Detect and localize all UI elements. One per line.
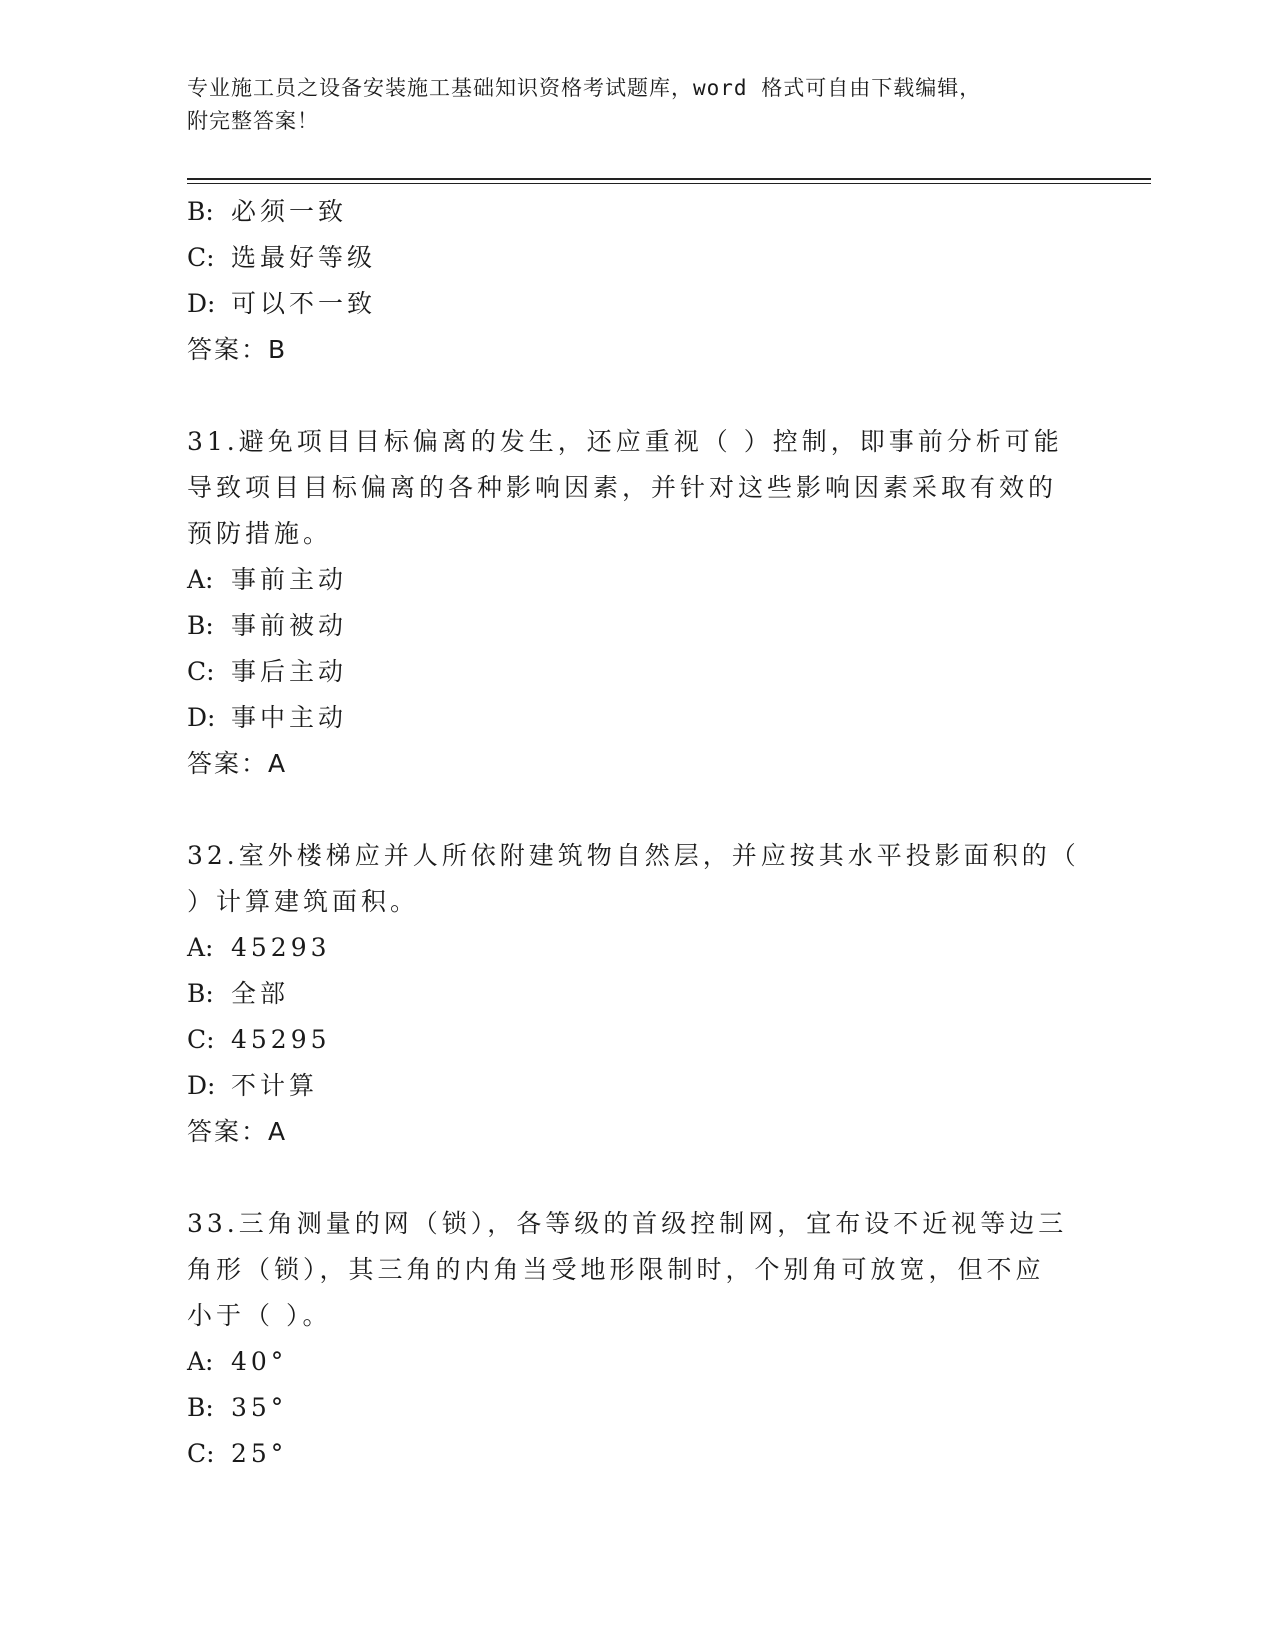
- partial-question: [187, 189, 1077, 373]
- option-letter: C:: [187, 1439, 215, 1468]
- option-d: [187, 1063, 1077, 1109]
- option-text: 事前被动: [231, 611, 348, 640]
- option-letter: B:: [187, 611, 214, 640]
- option-text: 事后主动: [231, 657, 348, 686]
- option-text: 25°: [231, 1439, 288, 1468]
- question-stem-line: 32.室外楼梯应并人所依附建筑物自然层，并应按其水平投影面积的（: [187, 841, 1080, 870]
- option-letter: B:: [187, 197, 214, 226]
- question-stem-line: ）计算建筑面积。: [187, 887, 420, 916]
- option-letter: D:: [187, 703, 216, 732]
- option-text: 必须一致: [231, 197, 348, 226]
- option-text: 选最好等级: [231, 243, 377, 272]
- header-divider-thick: [187, 178, 1151, 180]
- option-d: [187, 695, 1077, 741]
- option-c: [187, 649, 1077, 695]
- option-text: 可以不一致: [231, 289, 377, 318]
- question-stem-line: 导致项目目标偏离的各种影响因素，并针对这些影响因素采取有效的: [187, 473, 1058, 502]
- option-text: 不计算: [231, 1071, 319, 1100]
- option-letter: C:: [187, 657, 215, 686]
- answer-line: 答案：B: [187, 335, 288, 364]
- option-letter: C:: [187, 1025, 215, 1054]
- option-letter: D:: [187, 289, 216, 318]
- option-a: [187, 1339, 1077, 1385]
- question-stem-line: 31.避免项目目标偏离的发生，还应重视（ ）控制，即事前分析可能: [187, 427, 1063, 456]
- option-b: [187, 189, 1077, 235]
- option-d: [187, 281, 1077, 327]
- option-a: [187, 925, 1077, 971]
- option-c: [187, 1017, 1077, 1063]
- option-b: [187, 1385, 1077, 1431]
- question-stem-line: 小于（ ）。: [187, 1301, 332, 1330]
- option-c: [187, 1431, 1077, 1477]
- question-33: [187, 1201, 1077, 1477]
- header-divider-thin: [187, 183, 1151, 184]
- option-b: [187, 971, 1077, 1017]
- option-text: 45293: [231, 933, 331, 962]
- document-body: [187, 189, 1080, 1477]
- option-text: 事中主动: [231, 703, 348, 732]
- option-letter: B:: [187, 979, 214, 1008]
- option-letter: D:: [187, 1071, 216, 1100]
- answer-line: 答案：A: [187, 1117, 288, 1146]
- question-stem-line: 预防措施。: [187, 519, 333, 548]
- option-letter: A:: [187, 1347, 214, 1376]
- answer-line: 答案：A: [187, 749, 288, 778]
- option-text: 40°: [231, 1347, 288, 1376]
- question-stem-line: 33.三角测量的网（锁），各等级的首级控制网，宜布设不近视等边三: [187, 1209, 1068, 1238]
- header-line-1: 专业施工员之设备安装施工基础知识资格考试题库，word 格式可自由下载编辑，: [187, 76, 982, 100]
- option-letter: A:: [187, 565, 214, 594]
- option-text: 45295: [231, 1025, 331, 1054]
- page-header: [187, 72, 1087, 138]
- question-32: [187, 833, 1080, 1155]
- option-text: 全部: [231, 979, 290, 1008]
- option-letter: C:: [187, 243, 215, 272]
- option-b: [187, 603, 1077, 649]
- header-line-2: 附完整答案！: [187, 109, 319, 133]
- option-text: 35°: [231, 1393, 288, 1422]
- option-c: [187, 235, 1077, 281]
- option-letter: A:: [187, 933, 214, 962]
- option-a: [187, 557, 1077, 603]
- question-stem-line: 角形（锁），其三角的内角当受地形限制时，个别角可放宽，但不应: [187, 1255, 1045, 1284]
- option-letter: B:: [187, 1393, 214, 1422]
- question-31: [187, 419, 1077, 787]
- option-text: 事前主动: [231, 565, 348, 594]
